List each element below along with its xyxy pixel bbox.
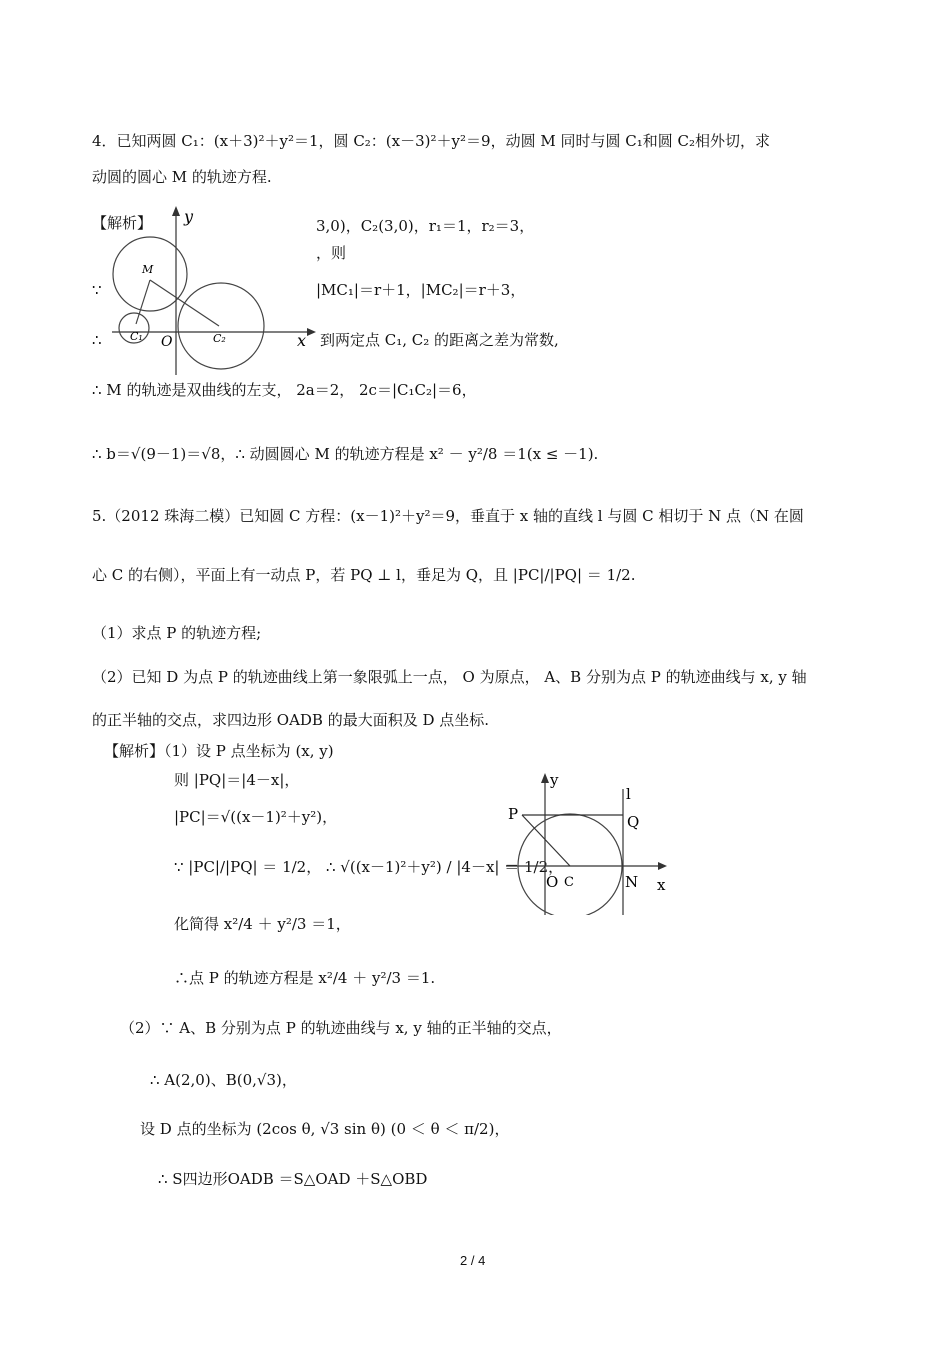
circle-c2 bbox=[178, 283, 264, 369]
m-label: M bbox=[142, 263, 154, 276]
p-label: P bbox=[508, 805, 519, 823]
o-label: O bbox=[546, 873, 559, 891]
x-axis-label: x bbox=[297, 331, 307, 350]
problem4-figure bbox=[92, 200, 322, 380]
origin-label: O bbox=[161, 334, 173, 350]
problem4-because-symbol: ∵ bbox=[92, 281, 102, 299]
problem4-solution-label: 【解析】 bbox=[92, 214, 153, 232]
n-label: N bbox=[625, 873, 639, 891]
problem5-solution-line8: 设 D 点的坐标为 (2cos θ, √3 sin θ) (0 ＜ θ ＜ π/2)， bbox=[140, 1120, 510, 1138]
problem5-solution-line3: ∵ |PC|/|PQ| ＝ 1/2， ∴ √((x－1)²＋y²) / |4－x| ＝ 1/2， bbox=[174, 858, 564, 876]
circle-c bbox=[518, 814, 622, 915]
c-label: C bbox=[564, 875, 574, 890]
c1-label: C₁ bbox=[130, 330, 143, 343]
problem4-statement-line1: 4．已知两圆 C₁：(x＋3)²＋y²＝1，圆 C₂：(x－3)²＋y²＝9，动圆 M 同时与圆 C₁和圆 C₂相外切，求 bbox=[92, 132, 770, 150]
problem4-solution-line1: 3,0)，C₂(3,0)，r₁＝1，r₂＝3， bbox=[316, 217, 535, 235]
problem4-solution-line6: ∴ b＝√(9－1)＝√8，∴ 动圆圆心 M 的轨迹方程是 x² － y²/8 ＝1(x ≤ －1). bbox=[92, 445, 599, 463]
problem5-solution-line5: ∴点 P 的轨迹方程是 x²/4 ＋ y²/3 ＝1. bbox=[174, 969, 436, 987]
problem5-solution-heading: 【解析】（1）设 P 点坐标为 (x, y) bbox=[104, 742, 334, 760]
problem4-solution-line5: ∴ M 的轨迹是双曲线的左支， 2a＝2， 2c＝|C₁C₂|＝6， bbox=[92, 381, 477, 399]
problem5-solution-line6: （2）∵ A、B 分别为点 P 的轨迹曲线与 x, y 轴的正半轴的交点， bbox=[120, 1019, 562, 1037]
problem5-statement-line2: 心 C 的右侧），平面上有一动点 P，若 PQ ⊥ l，垂足为 Q，且 |PC|/|PQ| ＝ 1/2. bbox=[92, 566, 636, 584]
q-label: Q bbox=[627, 813, 640, 831]
c2-label: C₂ bbox=[213, 332, 226, 345]
problem4-solution-line2: ，则 bbox=[316, 244, 347, 262]
problem5-solution-line1: 则 |PQ|＝|4－x|， bbox=[174, 771, 300, 789]
x-axis-label: x bbox=[657, 876, 666, 894]
problem5-statement-line1: 5.（2012 珠海二模）已知圆 C 方程：(x－1)²＋y²＝9，垂直于 x 轴的直线 l 与圆 C 相切于 N 点（N 在圆 bbox=[92, 507, 804, 525]
y-axis-label: y bbox=[184, 207, 194, 226]
problem5-question2-line2: 的正半轴的交点，求四边形 OADB 的最大面积及 D 点坐标. bbox=[92, 711, 490, 729]
problem5-solution-line4: 化简得 x²/4 ＋ y²/3 ＝1， bbox=[174, 915, 351, 933]
problem4-therefore-symbol: ∴ bbox=[92, 331, 102, 349]
problem5-figure bbox=[500, 765, 680, 915]
problem5-solution-line2: |PC|＝√((x－1)²＋y²)， bbox=[174, 808, 338, 826]
problem5-question1: （1）求点 P 的轨迹方程; bbox=[92, 624, 262, 642]
problem4-statement-line2: 动圆的圆心 M 的轨迹方程. bbox=[92, 168, 272, 186]
l-label: l bbox=[626, 785, 631, 803]
y-axis-label: y bbox=[550, 771, 559, 789]
problem5-question2-line1: （2）已知 D 为点 P 的轨迹曲线上第一象限弧上一点， O 为原点， A、B 分别为点 P 的轨迹曲线与 x, y 轴 bbox=[92, 668, 807, 686]
problem5-solution-line7: ∴ A(2,0)、B(0,√3)， bbox=[150, 1071, 297, 1089]
problem4-solution-line4: 到两定点 C₁, C₂ 的距离之差为常数, bbox=[320, 331, 559, 349]
problem4-solution-line3: |MC₁|＝r＋1，|MC₂|＝r＋3， bbox=[316, 281, 526, 299]
page-number: 2 / 4 bbox=[460, 1253, 486, 1268]
problem5-solution-line9: ∴ S四边形OADB ＝S△OAD ＋S△OBD bbox=[158, 1170, 428, 1188]
